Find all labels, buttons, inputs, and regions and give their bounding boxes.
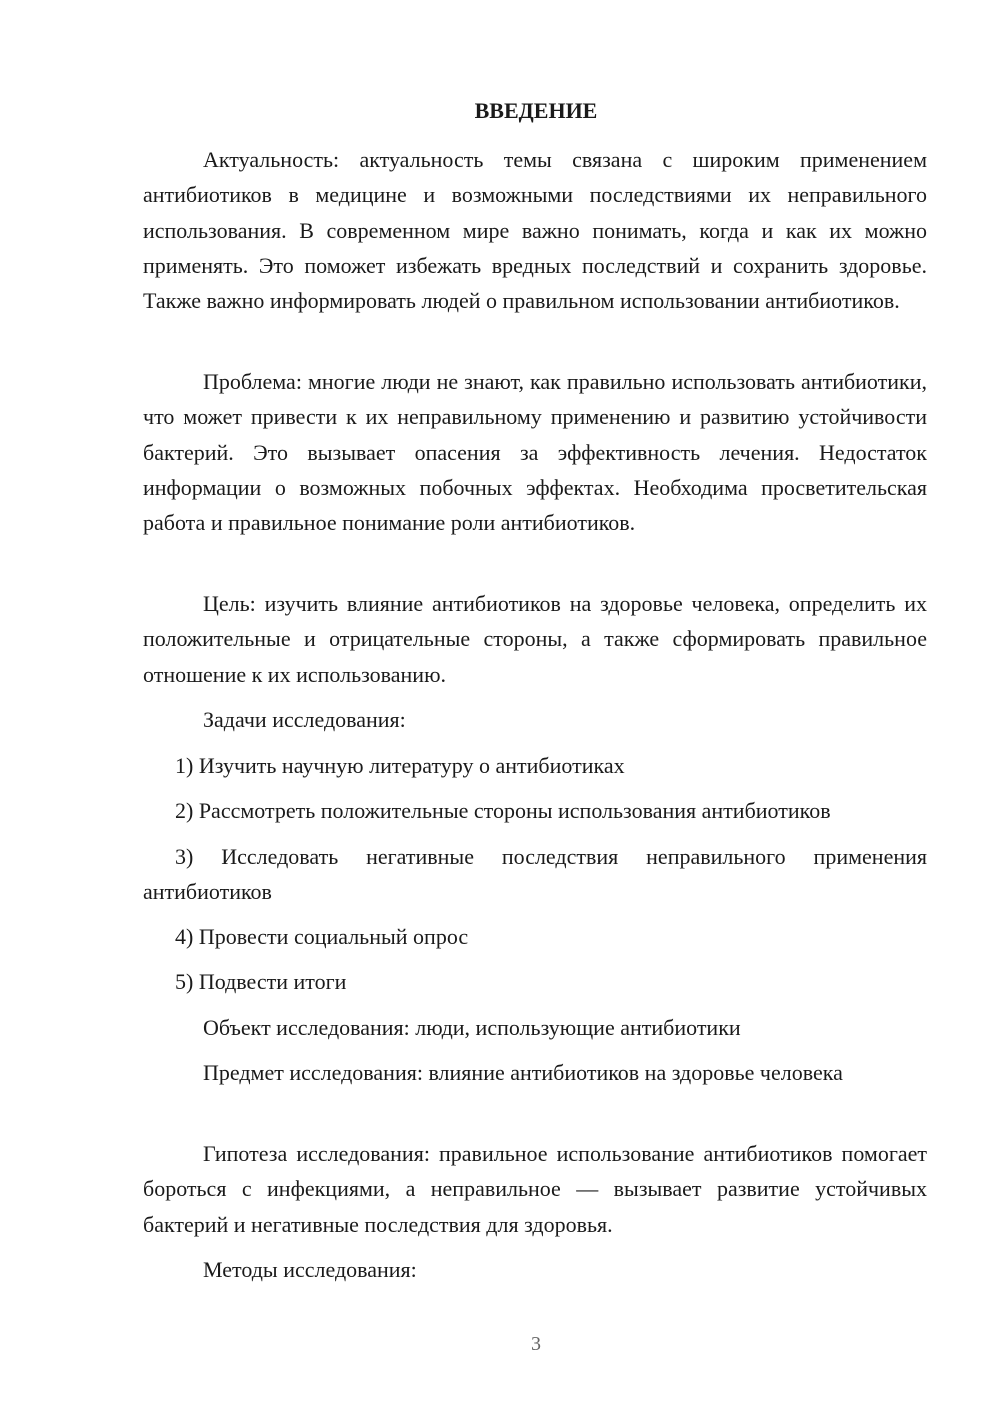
- relevance-paragraph: Актуальность: актуальность темы связана с широким применением антибиотиков в медицине и возможными последствиями их неправильного использования. В современном мире важно понимать, когда и как их можно применять. Это поможет избежать вредных последствий и сохранить здоровье. Также важно информировать людей о правильном использовании антибиотиков.: [143, 147, 927, 314]
- task-item: 5) Подвести итоги: [175, 969, 347, 994]
- page-title: ВВЕДЕНИЕ: [474, 98, 598, 123]
- page-number: 3: [531, 1333, 541, 1355]
- task-item: 4) Провести социальный опрос: [175, 924, 469, 949]
- goal-paragraph: Цель: изучить влияние антибиотиков на здоровье человека, определить их положительные и отрицательные стороны, а также сформировать правильное отношение к их использованию.: [143, 591, 927, 687]
- task-item: 1) Изучить научную литературу о антибиотиках: [175, 753, 625, 778]
- object-paragraph: Объект исследования: люди, использующие антибиотики: [203, 1015, 741, 1040]
- task-item: 3) Исследовать негативные последствия неправильного применения антибиотиков: [143, 844, 927, 905]
- task-item: 2) Рассмотреть положительные стороны использования антибиотиков: [175, 798, 831, 823]
- problem-paragraph: Проблема: многие люди не знают, как правильно использовать антибиотики, что может привести к их неправильному применению и развитию устойчивости бактерий. Это вызывает опасения за эффективность лечения. Недостаток информации о возможных побочных эффектах. Необходима просветительская работа и правильное понимание роли антибиотиков.: [143, 369, 927, 536]
- hypothesis-paragraph: Гипотеза исследования: правильное использование антибиотиков помогает бороться с инфекциями, а неправильное — вызывает развитие устойчивых бактерий и негативные последствия для здоровья.: [143, 1141, 927, 1237]
- subject-paragraph: Предмет исследования: влияние антибиотиков на здоровье человека: [203, 1060, 843, 1085]
- methods-paragraph: Методы исследования:: [203, 1257, 417, 1282]
- tasks-heading: Задачи исследования:: [203, 707, 406, 732]
